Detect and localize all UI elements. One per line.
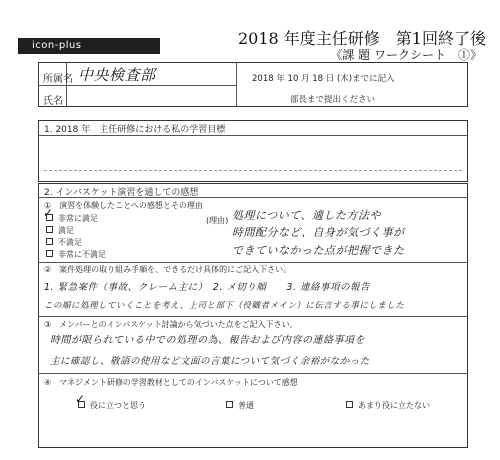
option-very-satisfied-label: 非常に満足 (58, 214, 98, 223)
dept-value: 中央検査部 (78, 66, 156, 84)
option-satisfied-label: 満足 (58, 226, 74, 235)
eval-not-useful-checkbox[interactable] (346, 401, 353, 408)
eval-useful-label: 役に立つと思う (90, 401, 146, 410)
checkmark-icon: ✓ (43, 206, 54, 220)
section1-heading: 1. 2018 年 主任研修における私の学習目標 (44, 125, 226, 135)
deadline-text: 2018 年 10 月 18 日 (木)までに記入 (252, 74, 395, 84)
q2-prompt: ② 案件処理の取り組み手順を、できるだけ具体的にご記入下さい。 (44, 265, 292, 274)
eval-normal-checkbox[interactable] (226, 401, 233, 408)
eval-not-useful-label: あまり役に立たない (358, 401, 430, 410)
info-divider-h (38, 85, 236, 86)
notes-line-2: 主に確認し、敬語の使用など文面の言葉について気づく余裕がなかった (50, 356, 370, 367)
steps-line-2: この順に処理していくことを考え、上司と部下（役職者メイン）に伝言する事にしました (44, 301, 405, 311)
name-label: 氏名 (43, 96, 63, 107)
checkmark-icon: ✓ (75, 392, 86, 406)
reason-line-2: 時間配分など、自身が気づく事が (232, 226, 405, 239)
q1-prompt: ① 演習を体験したことへの感想とその理由 (44, 201, 203, 210)
submit-note: 部長まで提出ください (290, 95, 376, 105)
worksheet-subtitle: 《課 題 ワークシート ①》 (330, 48, 482, 62)
option-dissatisfied-checkbox[interactable] (46, 238, 53, 245)
info-divider-mid (236, 62, 237, 107)
q3-prompt: ③ メンバーとのインバスケット討論から気づいた点をご記入下さい。 (44, 320, 298, 329)
reason-line-3: できていなかった点が把握できた (232, 244, 405, 257)
q3-divider (38, 316, 468, 317)
section2-heading: 2. インバスケット演習を通しての感想 (44, 188, 199, 198)
reason-label: (理由) (206, 216, 229, 225)
section2-header-line (38, 197, 468, 198)
section1-writing-line (44, 170, 462, 171)
option-very-dissatisfied-checkbox[interactable] (46, 250, 53, 257)
notes-line-1: 時間が限られている中での処理の為、報告および内容の連絡事項を (50, 335, 365, 346)
q4-prompt: ④ マネジメント研修の学習教材としてのインバスケットについて感想 (44, 378, 298, 387)
steps-line-1: 1. 緊急案件（事故、クレーム主に） 2. メ切り順 3. 連絡事項の報告 (44, 282, 371, 293)
reason-line-1: 処理について、適した方法や (232, 209, 382, 222)
worksheet-title: 2018 年度主任研修 第1回終了後 (238, 29, 486, 48)
dept-label: 所属名 (43, 74, 73, 85)
company-logo: icon-plus (18, 38, 160, 54)
option-dissatisfied-label: 不満足 (58, 238, 82, 247)
option-very-dissatisfied-label: 非常に不満足 (58, 250, 106, 259)
section1-header-line (38, 135, 468, 136)
eval-normal-label: 普通 (238, 401, 254, 410)
q4-divider (38, 373, 468, 374)
q2-divider (38, 262, 468, 263)
option-satisfied-checkbox[interactable] (46, 226, 53, 233)
